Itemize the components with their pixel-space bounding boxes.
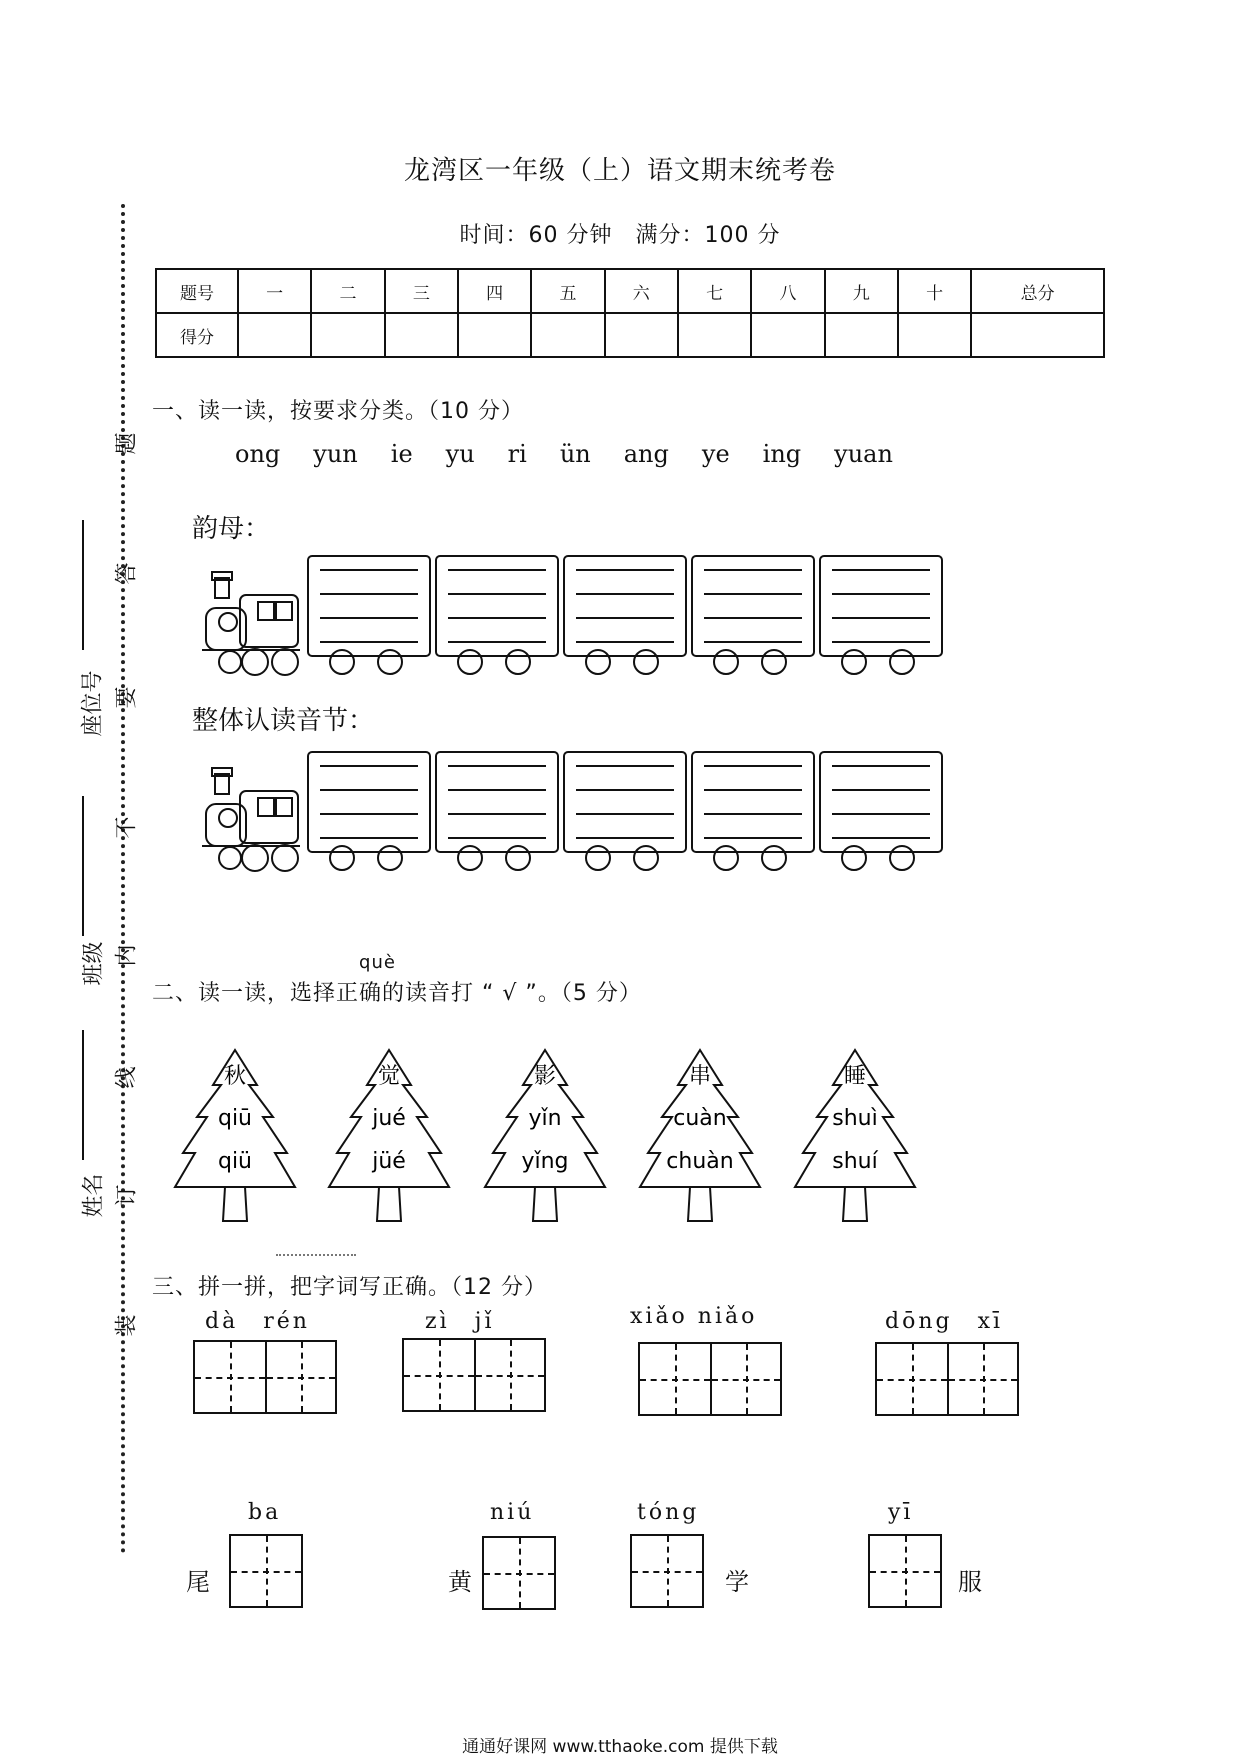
train-whole-syllables — [200, 746, 960, 876]
score-table-row-label: 得分 — [156, 313, 238, 357]
score-cell[interactable] — [898, 313, 971, 357]
pinyin-item: yu — [445, 440, 475, 468]
score-cell[interactable] — [825, 313, 898, 357]
train-car — [436, 752, 558, 870]
char-pinyin: tóng — [637, 1500, 700, 1525]
score-table-row-label: 题号 — [156, 269, 238, 313]
writing-grid[interactable] — [193, 1340, 337, 1414]
pinyin-item: yuan — [834, 440, 893, 468]
tree-pinyin-option: yǐng — [521, 1149, 569, 1174]
writing-grid[interactable] — [630, 1534, 704, 1608]
train-car — [436, 556, 558, 674]
seal-word: 线 — [114, 1066, 140, 1089]
ruby-base: 确 — [359, 981, 383, 1006]
writing-grid[interactable] — [638, 1342, 782, 1416]
tree-char: 睡 — [843, 1064, 867, 1089]
train-car — [308, 752, 430, 870]
seal-word: 内 — [114, 944, 140, 967]
score-cell[interactable] — [751, 313, 824, 357]
seal-word: 不 — [114, 816, 140, 839]
train-car — [564, 556, 686, 674]
train-car — [564, 752, 686, 870]
tree-pinyin-option: shuí — [832, 1149, 878, 1174]
whole-syllable-label: 整体认读音节： — [192, 706, 375, 736]
writing-grid[interactable] — [868, 1534, 942, 1608]
char-pinyin: yī — [888, 1500, 914, 1525]
section-1-heading: 一、读一读，按要求分类。（10 分） — [152, 399, 524, 424]
seal-word: 订 — [114, 1184, 140, 1207]
ruby-word — [359, 952, 396, 1007]
tree-item — [640, 1050, 760, 1221]
tree-pinyin-option: shuì — [832, 1106, 878, 1131]
score-table-col: 八 — [751, 269, 824, 313]
tree-item — [485, 1050, 605, 1221]
name-underline — [82, 1030, 87, 1160]
pinyin-item: ie — [390, 440, 413, 468]
footer-source: 通通好课网 www.tthaoke.com 提供下载 — [462, 1737, 778, 1757]
score-table-col: 三 — [385, 269, 458, 313]
pinyin-item: ing — [762, 440, 802, 468]
score-table-col: 二 — [311, 269, 384, 313]
char-pinyin: niú — [490, 1500, 535, 1525]
pinyin-list — [235, 440, 926, 468]
binding-dotted-line — [121, 204, 125, 1554]
score-cell[interactable] — [238, 313, 311, 357]
word-pinyin: dōng xī — [885, 1309, 1004, 1334]
pinyin-item: ang — [623, 440, 669, 468]
seal-word: 装 — [114, 1314, 140, 1337]
given-char: 黄 — [448, 1568, 472, 1596]
pinyin-item: ün — [559, 440, 591, 468]
seat-underline — [82, 520, 87, 650]
score-table-header-row — [156, 269, 1104, 313]
section-2-heading-before: 二、读一读，选择正 — [152, 981, 360, 1006]
tree-pinyin-option: jué — [372, 1106, 406, 1131]
score-cell[interactable] — [531, 313, 604, 357]
seal-word: 题 — [114, 432, 140, 455]
word-pinyin: zì jǐ — [425, 1309, 495, 1334]
section-2-heading-after: 的读音打 “ √ ”。（5 分） — [382, 981, 642, 1006]
word-pinyin: xiǎo niǎo — [630, 1304, 758, 1329]
given-char: 学 — [725, 1568, 749, 1596]
emphasis-dots — [276, 1254, 356, 1256]
train-car — [820, 752, 942, 870]
score-table-col: 一 — [238, 269, 311, 313]
score-cell[interactable] — [311, 313, 384, 357]
score-table-col: 九 — [825, 269, 898, 313]
tree-item — [329, 1050, 449, 1221]
locomotive-icon — [202, 572, 300, 675]
section-2-heading — [152, 952, 642, 1007]
score-cell[interactable] — [678, 313, 751, 357]
score-table-col: 六 — [605, 269, 678, 313]
score-cell[interactable] — [458, 313, 531, 357]
score-table-col: 四 — [458, 269, 531, 313]
tree-char: 串 — [688, 1064, 712, 1089]
tree-pinyin-option: jüé — [372, 1149, 406, 1174]
score-table-col: 七 — [678, 269, 751, 313]
train-car — [308, 556, 430, 674]
seal-word: 要 — [114, 686, 140, 709]
seat-label: 座位号 — [80, 670, 106, 737]
tree-pinyin-option: qiū — [217, 1106, 253, 1131]
score-table — [155, 268, 1105, 358]
score-table-score-row — [156, 313, 1104, 357]
given-char: 尾 — [186, 1568, 210, 1596]
score-table-col: 总分 — [971, 269, 1104, 313]
train-finals — [200, 550, 960, 680]
writing-grid[interactable] — [875, 1342, 1019, 1416]
word-pinyin: dà rén — [205, 1309, 310, 1334]
tree-pinyin-option: yǐn — [528, 1106, 562, 1131]
pinyin-item: ye — [701, 440, 730, 468]
finals-label: 韵母： — [192, 514, 271, 544]
writing-grid[interactable] — [229, 1534, 303, 1608]
score-cell[interactable] — [605, 313, 678, 357]
tree-item — [795, 1050, 915, 1221]
train-car — [692, 752, 814, 870]
pinyin-item: yun — [313, 440, 358, 468]
pinyin-item: ri — [507, 440, 527, 468]
tree-char: 影 — [533, 1064, 557, 1089]
seal-word: 答 — [114, 562, 140, 585]
score-table-col: 十 — [898, 269, 971, 313]
train-car — [820, 556, 942, 674]
writing-grid[interactable] — [402, 1338, 546, 1412]
pinyin-item: ong — [235, 440, 281, 468]
locomotive-icon — [202, 768, 300, 871]
score-cell[interactable] — [971, 313, 1104, 357]
score-table-col: 五 — [531, 269, 604, 313]
char-pinyin: ba — [248, 1500, 282, 1525]
tree-char: 秋 — [223, 1064, 247, 1089]
name-label: 姓名 — [81, 1173, 107, 1218]
tree-pinyin-option: qiü — [217, 1149, 253, 1174]
tree-pinyin-option: cuàn — [673, 1106, 727, 1131]
tree-choices — [165, 1045, 945, 1235]
exam-info: 时间：60 分钟 满分：100 分 — [459, 223, 781, 248]
page-title: 龙湾区一年级（上）语文期末统考卷 — [403, 156, 836, 186]
writing-grid[interactable] — [482, 1536, 556, 1610]
tree-item — [175, 1050, 295, 1221]
score-cell[interactable] — [385, 313, 458, 357]
tree-char: 觉 — [377, 1064, 401, 1089]
given-char: 服 — [958, 1568, 982, 1596]
section-3-heading: 三、拼一拼，把字词写正确。（12 分） — [152, 1275, 547, 1300]
ruby-pinyin: què — [359, 952, 396, 973]
train-car — [692, 556, 814, 674]
class-underline — [82, 796, 87, 936]
tree-pinyin-option: chuàn — [666, 1149, 734, 1174]
class-label: 班级 — [81, 941, 107, 986]
